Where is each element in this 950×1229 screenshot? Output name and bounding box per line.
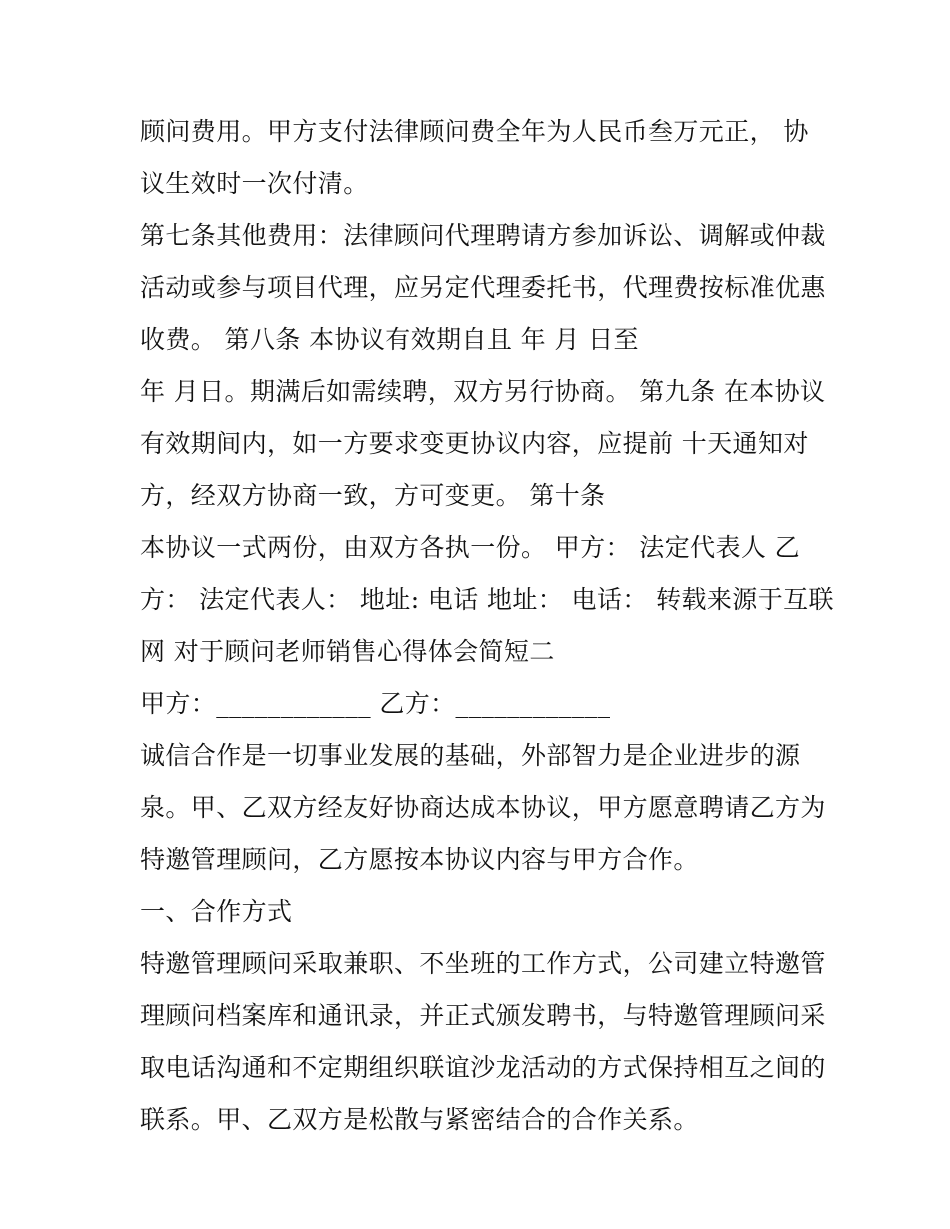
text-line: 诚信合作是一切事业发展的基础，外部智力是企业进步的源 (140, 741, 801, 770)
text-line: 方： 法定代表人： 地址: 电话 地址： 电话： 转载来源于互联 (140, 585, 834, 614)
text-line: 网 对于顾问老师销售心得体会简短二 (140, 637, 555, 666)
document-body (140, 106, 834, 1146)
text-line: 方，经双方协商一致，方可变更。 第十条 (140, 481, 606, 510)
text-line: 特邀管理顾问采取兼职、不坐班的工作方式，公司建立特邀管 (140, 949, 826, 978)
signature-line: 甲方：____________ 乙方：____________ (140, 689, 611, 718)
text-line: 收费。 第八条 本协议有效期自且 年 月 日至 (140, 325, 639, 354)
text-line: 本协议一式两份，由双方各执一份。 甲方： 法定代表人 乙 (140, 533, 801, 562)
text-line: 泉。甲、乙双方经友好协商达成本协议，甲方愿意聘请乙方为 (140, 793, 826, 822)
text-line: 活动或参与项目代理，应另定代理委托书，代理费按标准优惠 (140, 273, 826, 302)
text-line: 第七条其他费用：法律顾问代理聘请方参加诉讼、调解或仲裁 (140, 221, 826, 250)
text-line: 年 月日。期满后如需续聘，双方另行协商。 第九条 在本协议 (140, 377, 826, 406)
text-line: 取电话沟通和不定期组织联谊沙龙活动的方式保持相互之间的 (140, 1053, 826, 1082)
text-line: 有效期间内，如一方要求变更协议内容，应提前 十天通知对 (140, 429, 809, 458)
section-heading: 一、合作方式 (140, 897, 293, 926)
text-line: 联系。甲、乙双方是松散与紧密结合的合作关系。 (140, 1105, 699, 1134)
text-line: 顾问费用。甲方支付法律顾问费全年为人民币叁万元正， 协 (140, 117, 809, 146)
text-line: 特邀管理顾问，乙方愿按本协议内容与甲方合作。 (140, 845, 699, 874)
text-line: 议生效时一次付清。 (140, 169, 369, 198)
text-line: 理顾问档案库和通讯录，并正式颁发聘书，与特邀管理顾问采 (140, 1001, 826, 1030)
